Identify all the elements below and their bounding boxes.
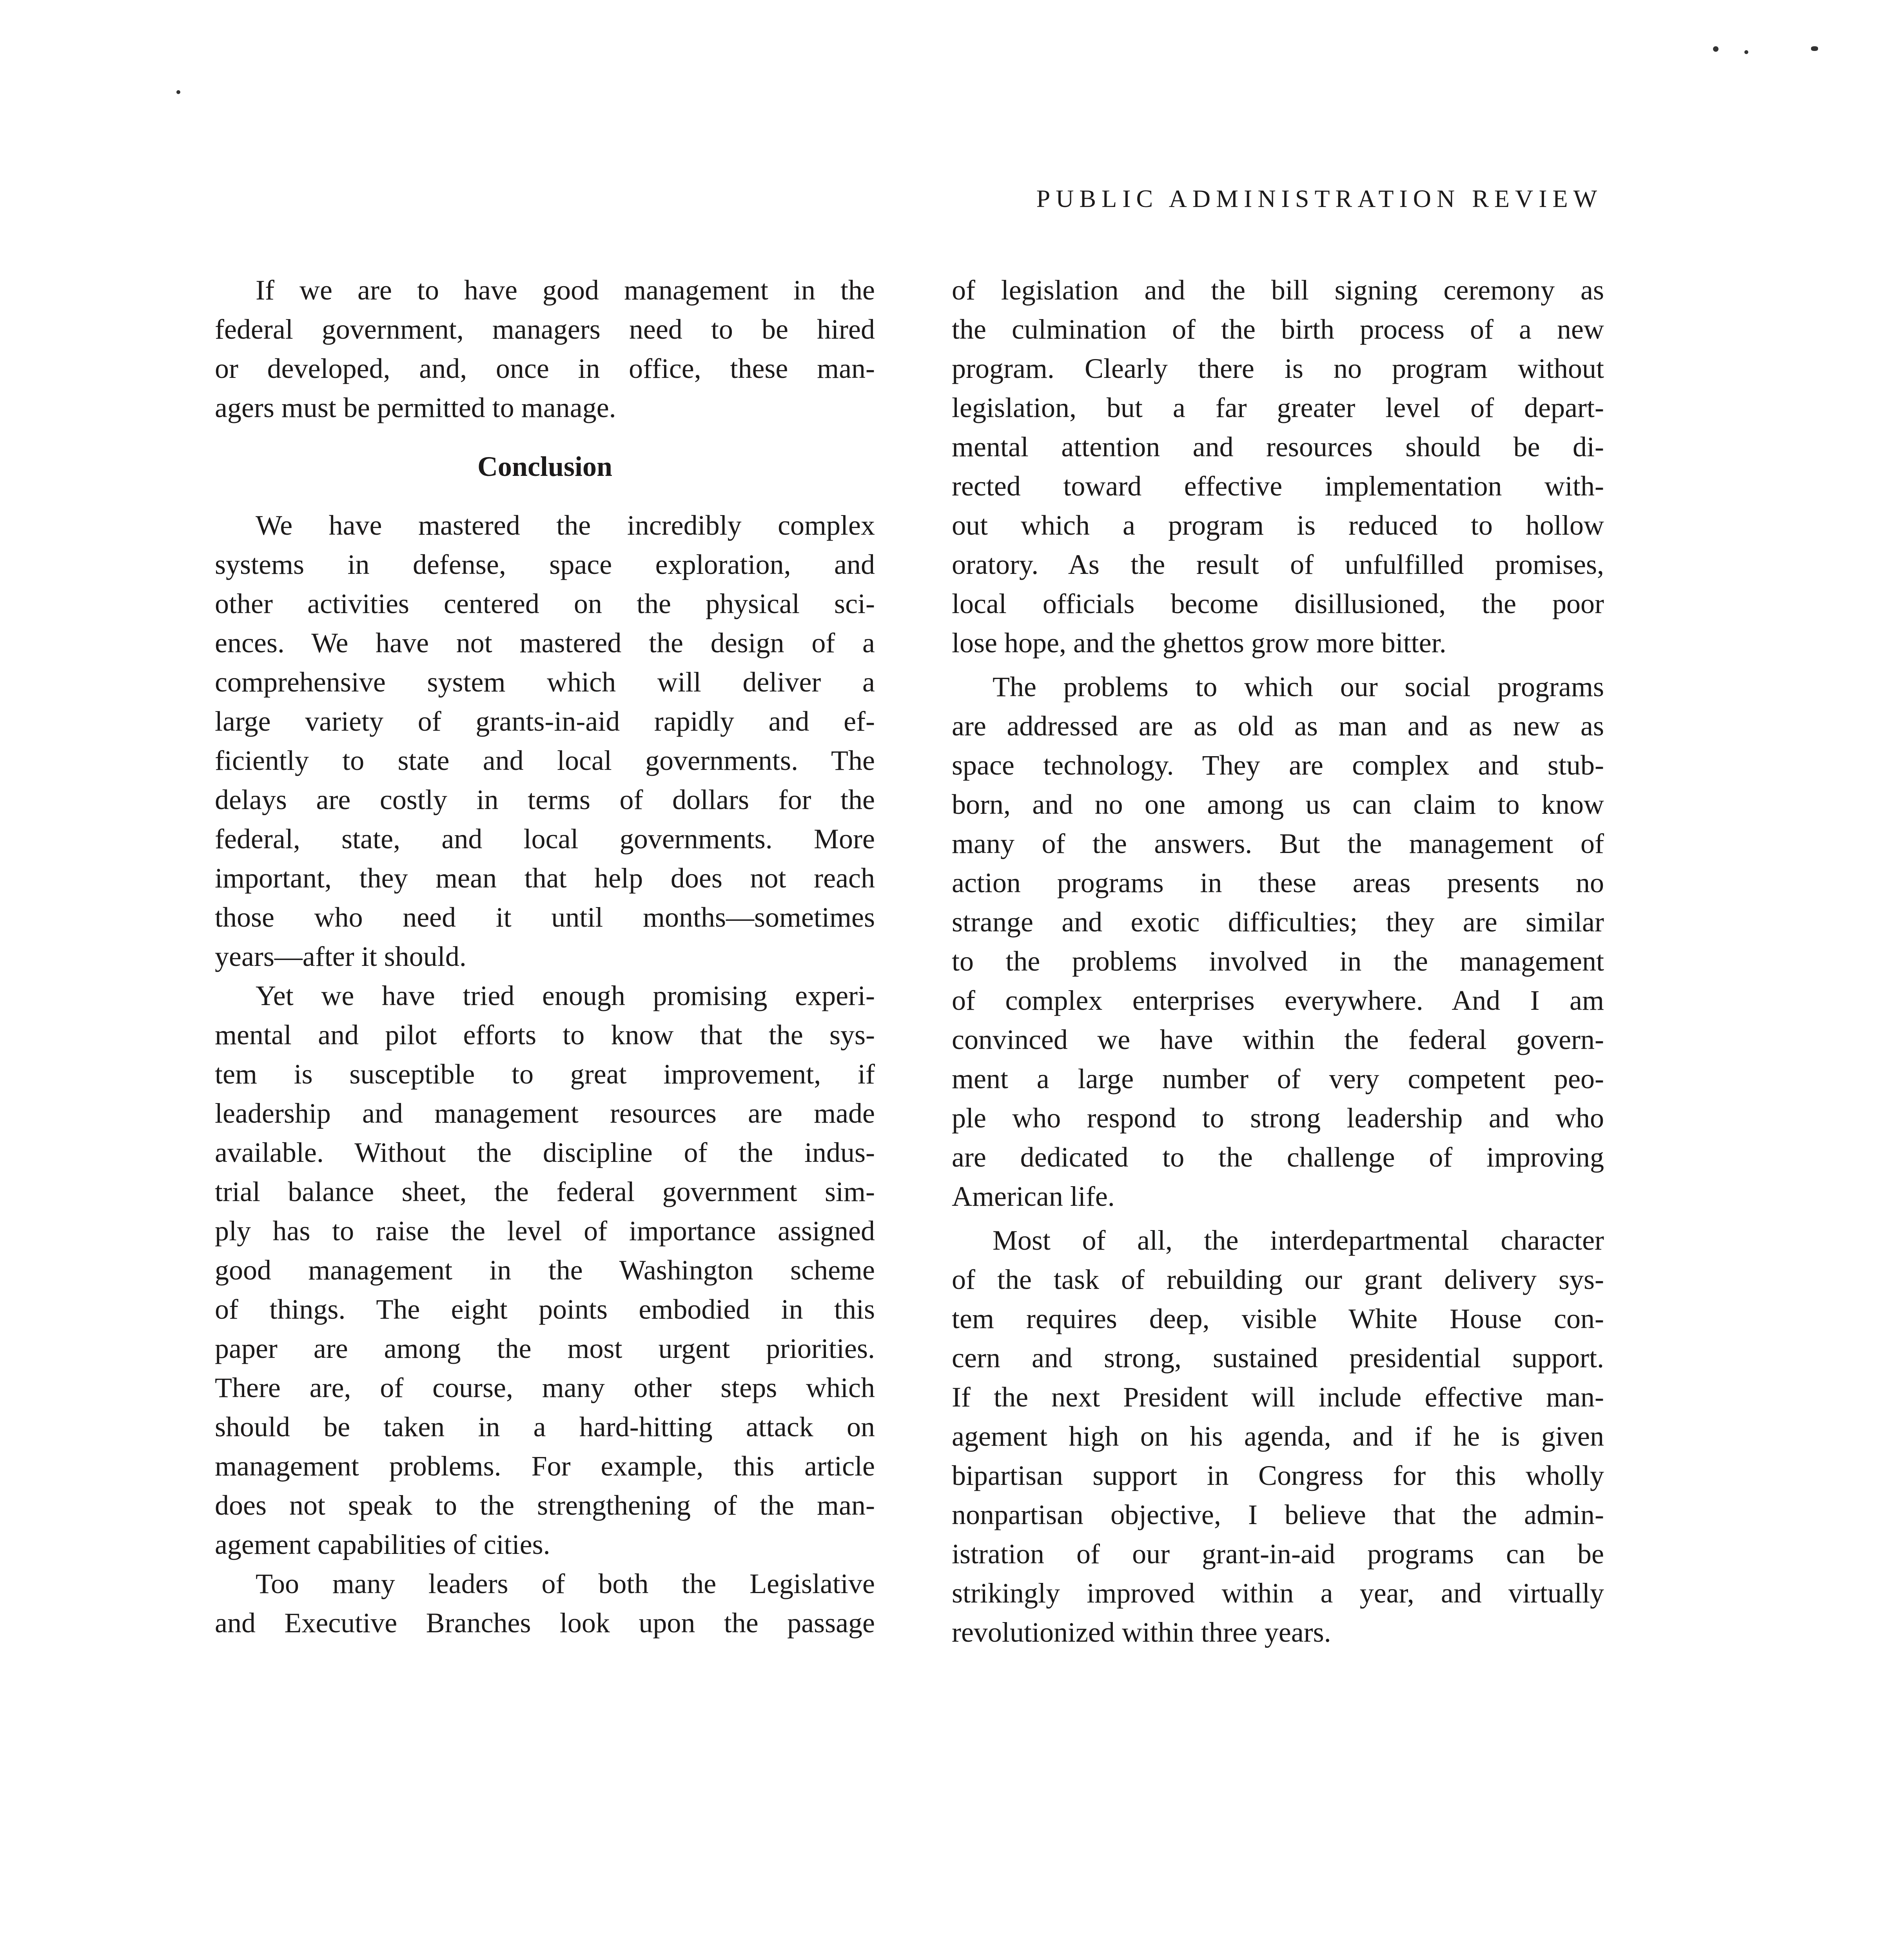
text-line: strikingly improved within a year, and virtually bbox=[952, 1577, 1604, 1609]
scan-speck bbox=[1713, 46, 1718, 52]
section-heading: Conclusion bbox=[477, 451, 613, 482]
text-line: If we are to have good management in the bbox=[256, 274, 875, 306]
text-line: of complex enterprises everywhere. And I am bbox=[952, 985, 1604, 1016]
text-line: should be taken in a hard-hitting attack on bbox=[215, 1411, 875, 1443]
text-line: important, they mean that help does not reach bbox=[215, 862, 875, 894]
text-line: revolutionized within three years. bbox=[952, 1617, 1331, 1648]
text-line: management problems. For example, this article bbox=[215, 1450, 875, 1482]
text-line: cern and strong, sustained presidential support. bbox=[952, 1342, 1604, 1374]
paragraph bbox=[215, 976, 875, 1564]
text-line: rected toward effective implementation with- bbox=[952, 470, 1604, 502]
scan-speck bbox=[176, 90, 180, 94]
text-line: agement capabilities of cities. bbox=[215, 1529, 550, 1560]
text-line: Too many leaders of both the Legislative bbox=[256, 1568, 875, 1599]
text-line: tem requires deep, visible White House con- bbox=[952, 1303, 1604, 1334]
text-line: delays are costly in terms of dollars for the bbox=[215, 784, 875, 815]
paragraph bbox=[215, 270, 875, 427]
text-line: trial balance sheet, the federal government sim- bbox=[215, 1176, 875, 1207]
text-line: convinced we have within the federal govern- bbox=[952, 1024, 1604, 1055]
text-line: nonpartisan objective, I believe that the admin- bbox=[952, 1499, 1604, 1530]
text-line: born, and no one among us can claim to know bbox=[952, 789, 1604, 820]
text-line: of things. The eight points embodied in this bbox=[215, 1294, 875, 1325]
text-line: of the task of rebuilding our grant delivery sys- bbox=[952, 1264, 1604, 1295]
left-column bbox=[215, 270, 875, 1642]
journal-running-header: PUBLIC ADMINISTRATION REVIEW bbox=[1036, 185, 1602, 212]
text-line: leadership and management resources are made bbox=[215, 1098, 875, 1129]
text-line: years—after it should. bbox=[215, 941, 466, 972]
text-line: ment a large number of very competent peo- bbox=[952, 1063, 1604, 1094]
text-line: or developed, and, once in office, these man- bbox=[215, 353, 875, 384]
text-line: those who need it until months—sometimes bbox=[215, 902, 875, 933]
text-line: are dedicated to the challenge of improving bbox=[952, 1142, 1604, 1173]
text-line: federal government, managers need to be hired bbox=[215, 314, 875, 345]
text-line: out which a program is reduced to hollow bbox=[952, 510, 1604, 541]
scan-speck bbox=[1744, 50, 1748, 54]
text-line: available. Without the discipline of the indus- bbox=[215, 1137, 875, 1168]
text-line: tem is susceptible to great improvement, if bbox=[215, 1058, 875, 1090]
text-line: program. Clearly there is no program without bbox=[952, 353, 1604, 384]
text-line: ple who respond to strong leadership and who bbox=[952, 1102, 1604, 1134]
text-line: many of the answers. But the management of bbox=[952, 828, 1604, 859]
text-line: legislation, but a far greater level of depart- bbox=[952, 392, 1604, 423]
text-line: does not speak to the strengthening of the man- bbox=[215, 1490, 875, 1521]
text-line: good management in the Washington scheme bbox=[215, 1254, 875, 1286]
text-line: space technology. They are complex and stub- bbox=[952, 750, 1604, 781]
paragraph bbox=[952, 270, 1604, 662]
text-line: large variety of grants-in-aid rapidly and ef- bbox=[215, 706, 875, 737]
paragraph bbox=[952, 1221, 1604, 1652]
text-line: of legislation and the bill signing ceremony as bbox=[952, 274, 1604, 306]
text-line: agement high on his agenda, and if he is given bbox=[952, 1421, 1604, 1452]
text-line: mental attention and resources should be di- bbox=[952, 431, 1604, 463]
text-line: ficiently to state and local governments. The bbox=[215, 745, 875, 776]
paragraph bbox=[952, 667, 1604, 1216]
text-line: bipartisan support in Congress for this wholly bbox=[952, 1460, 1604, 1491]
text-line: other activities centered on the physical sci- bbox=[215, 588, 875, 619]
text-line: the culmination of the birth process of a new bbox=[952, 314, 1604, 345]
text-line: paper are among the most urgent priorities. bbox=[215, 1333, 875, 1364]
text-line: systems in defense, space exploration, and bbox=[215, 549, 875, 580]
right-column bbox=[952, 270, 1604, 1652]
text-line: local officials become disillusioned, the poor bbox=[952, 588, 1604, 619]
text-line: There are, of course, many other steps which bbox=[215, 1372, 875, 1403]
text-line: ences. We have not mastered the design of a bbox=[215, 627, 875, 659]
text-line: American life. bbox=[952, 1181, 1115, 1212]
text-line: ply has to raise the level of importance assigned bbox=[215, 1215, 875, 1247]
text-line: oratory. As the result of unfulfilled promises, bbox=[952, 549, 1604, 580]
text-line: Most of all, the interdepartmental character bbox=[993, 1225, 1604, 1256]
paragraph bbox=[215, 506, 875, 976]
text-line: are addressed are as old as man and as new as bbox=[952, 710, 1604, 742]
text-line: istration of our grant-in-aid programs can be bbox=[952, 1538, 1604, 1570]
text-line: action programs in these areas presents no bbox=[952, 867, 1604, 898]
text-line: federal, state, and local governments. More bbox=[215, 823, 875, 855]
text-line: lose hope, and the ghettos grow more bitter. bbox=[952, 627, 1446, 659]
text-line: agers must be permitted to manage. bbox=[215, 392, 616, 423]
text-line: Yet we have tried enough promising experi- bbox=[256, 980, 875, 1011]
text-line: We have mastered the incredibly complex bbox=[256, 510, 875, 541]
text-line: mental and pilot efforts to know that the sys- bbox=[215, 1019, 875, 1051]
text-line: and Executive Branches look upon the passage bbox=[215, 1607, 875, 1639]
text-line: strange and exotic difficulties; they are similar bbox=[952, 906, 1604, 938]
text-line: The problems to which our social programs bbox=[993, 671, 1604, 702]
scan-speck bbox=[1811, 46, 1818, 51]
text-line: If the next President will include effective man- bbox=[952, 1381, 1604, 1413]
text-line: comprehensive system which will deliver a bbox=[215, 666, 875, 698]
paragraph bbox=[215, 1564, 875, 1642]
text-line: to the problems involved in the management bbox=[952, 946, 1604, 977]
